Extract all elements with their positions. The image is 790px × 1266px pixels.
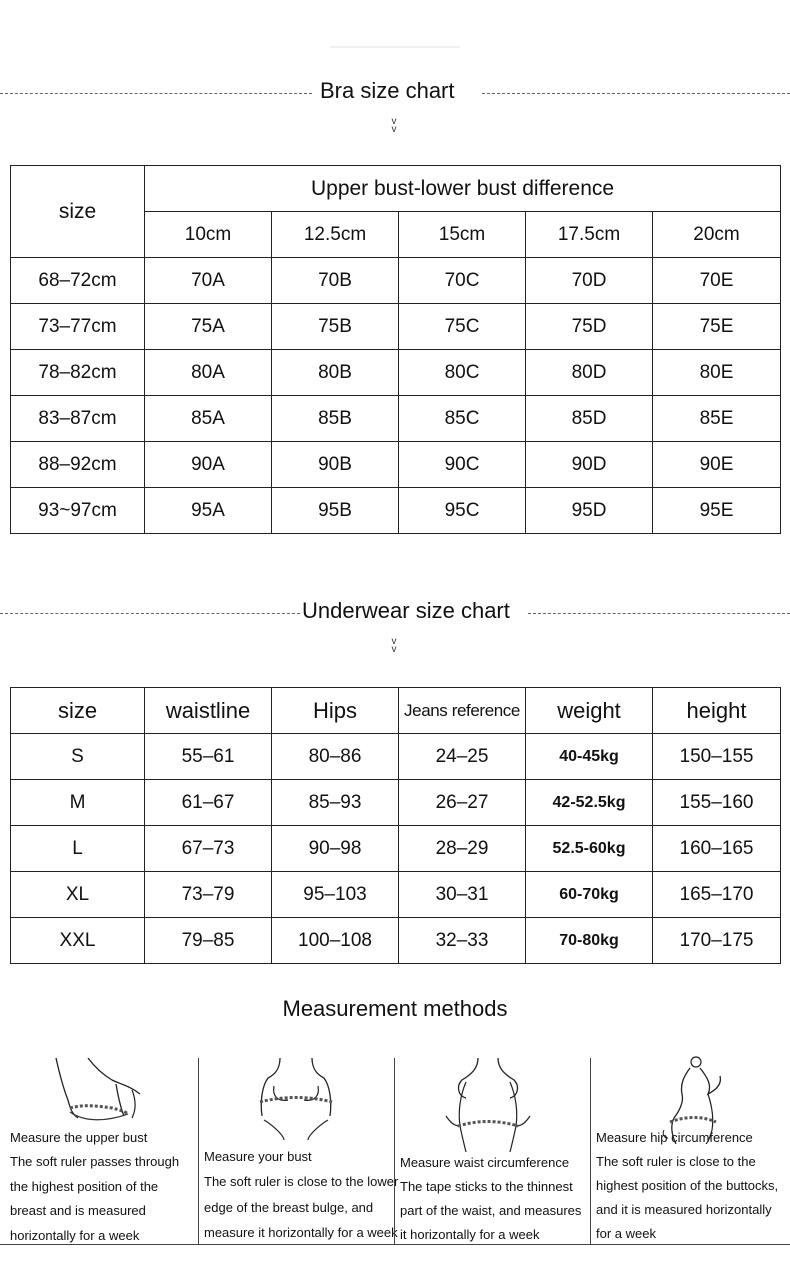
size-cell: 80E: [653, 350, 781, 396]
table-row: [11, 304, 781, 350]
size-cell: 90E: [653, 442, 781, 488]
method-line: breast and is measured: [10, 1203, 146, 1218]
height-cell: 155–160: [653, 780, 781, 826]
size-cell: 70B: [272, 258, 399, 304]
method-line: and it is measured horizontally: [596, 1202, 772, 1217]
column-header: 15cm: [399, 212, 526, 258]
size-cell: 70A: [145, 258, 272, 304]
size-cell: 85D: [526, 396, 653, 442]
waistline-cell: 55–61: [145, 734, 272, 780]
method-bust: [198, 1050, 399, 1248]
dashed-rule-left: [0, 613, 300, 614]
column-header: 17.5cm: [526, 212, 653, 258]
range-cell: 88–92cm: [11, 442, 145, 488]
column-header: 10cm: [145, 212, 272, 258]
jeans-cell: 28–29: [399, 826, 526, 872]
size-cell: 85A: [145, 396, 272, 442]
method-line: Measure waist circumference: [400, 1155, 570, 1170]
method-line: edge of the breast bulge, and: [204, 1200, 374, 1215]
method-line: part of the waist, and measures: [400, 1203, 582, 1218]
method-line: Measure hip circumference: [596, 1130, 753, 1145]
bottom-rule: [0, 1244, 790, 1245]
column-header: height: [653, 688, 781, 734]
size-cell: 95A: [145, 488, 272, 534]
hips-cell: 85–93: [272, 780, 399, 826]
range-cell: 68–72cm: [11, 258, 145, 304]
size-header: size: [11, 166, 145, 258]
faint-top-mark: [330, 46, 460, 48]
waistline-cell: 61–67: [145, 780, 272, 826]
column-header: weight: [526, 688, 653, 734]
underwear-chart-title: Underwear size chart: [302, 598, 510, 623]
table-row: [11, 688, 781, 734]
column-header: size: [11, 688, 145, 734]
table-row: [11, 442, 781, 488]
range-cell: 78–82cm: [11, 350, 145, 396]
size-cell: 75A: [145, 304, 272, 350]
size-cell: 75B: [272, 304, 399, 350]
bra-section-heading: [0, 78, 790, 108]
dashed-rule-left: [0, 93, 312, 94]
range-cell: 83–87cm: [11, 396, 145, 442]
size-cell: 85B: [272, 396, 399, 442]
method-line: for a week: [596, 1226, 656, 1241]
column-header: 12.5cm: [272, 212, 399, 258]
method-line: The tape sticks to the thinnest: [400, 1179, 573, 1194]
waistline-cell: 73–79: [145, 872, 272, 918]
waist-figure-icon: [438, 1056, 538, 1152]
hips-cell: 90–98: [272, 826, 399, 872]
size-cell: 70C: [399, 258, 526, 304]
method-line: Measure your bust: [204, 1149, 312, 1164]
size-cell: 90C: [399, 442, 526, 488]
size-cell: 85C: [399, 396, 526, 442]
bra-size-table: [10, 165, 781, 534]
measurement-methods: [0, 1050, 790, 1248]
size-cell: XXL: [11, 918, 145, 964]
table-row: [11, 872, 781, 918]
table-row: [11, 918, 781, 964]
bra-chart-title: Bra size chart: [320, 78, 455, 103]
dashed-rule-right: [528, 613, 790, 614]
jeans-cell: 26–27: [399, 780, 526, 826]
method-waist: [394, 1050, 590, 1248]
weight-cell: 60-70kg: [526, 872, 653, 918]
difference-header: Upper bust-lower bust difference: [145, 166, 781, 212]
upper-bust-figure-icon: [48, 1056, 148, 1128]
table-row: [11, 780, 781, 826]
method-line: the highest position of the: [10, 1179, 159, 1194]
method-line: it horizontally for a week: [400, 1227, 540, 1242]
method-line: measure it horizontally for a week: [204, 1225, 398, 1240]
size-cell: 90D: [526, 442, 653, 488]
table-row: [11, 396, 781, 442]
method-hip: [590, 1050, 790, 1248]
size-cell: 80A: [145, 350, 272, 396]
bust-figure-icon: [254, 1056, 338, 1140]
size-cell: 70D: [526, 258, 653, 304]
range-cell: 73–77cm: [11, 304, 145, 350]
dashed-rule-right: [482, 93, 790, 94]
table-row: [11, 826, 781, 872]
size-cell: S: [11, 734, 145, 780]
method-upper-bust: [4, 1050, 198, 1248]
size-cell: 80B: [272, 350, 399, 396]
size-cell: 90B: [272, 442, 399, 488]
size-cell: M: [11, 780, 145, 826]
measurement-methods-title: Measurement methods: [282, 996, 508, 1021]
table-row: [11, 488, 781, 534]
size-cell: 70E: [653, 258, 781, 304]
waistline-cell: 67–73: [145, 826, 272, 872]
table-row: [11, 166, 781, 212]
waistline-cell: 79–85: [145, 918, 272, 964]
method-line: Measure the upper bust: [10, 1130, 148, 1145]
chevron-down-icon: v v: [391, 116, 397, 135]
method-line: The soft ruler passes through: [10, 1154, 180, 1169]
size-cell: 80D: [526, 350, 653, 396]
height-cell: 165–170: [653, 872, 781, 918]
height-cell: 150–155: [653, 734, 781, 780]
jeans-cell: 32–33: [399, 918, 526, 964]
weight-cell: 70-80kg: [526, 918, 653, 964]
size-cell: 95B: [272, 488, 399, 534]
table-row: [11, 350, 781, 396]
hips-cell: 100–108: [272, 918, 399, 964]
table-row: [11, 258, 781, 304]
weight-cell: 40-45kg: [526, 734, 653, 780]
chevron-down-icon: v v: [391, 636, 397, 655]
column-header: 20cm: [653, 212, 781, 258]
range-cell: 93~97cm: [11, 488, 145, 534]
method-line: The soft ruler is close to the lower: [204, 1174, 399, 1189]
size-cell: 90A: [145, 442, 272, 488]
jeans-cell: 24–25: [399, 734, 526, 780]
column-header: waistline: [145, 688, 272, 734]
column-divider: [198, 1058, 199, 1244]
size-cell: 95E: [653, 488, 781, 534]
size-cell: 95D: [526, 488, 653, 534]
column-divider: [590, 1058, 591, 1244]
hips-cell: 95–103: [272, 872, 399, 918]
table-row: [11, 734, 781, 780]
column-header: Hips: [272, 688, 399, 734]
size-cell: 95C: [399, 488, 526, 534]
method-line: highest position of the buttocks,: [596, 1178, 779, 1193]
size-cell: L: [11, 826, 145, 872]
size-cell: 75C: [399, 304, 526, 350]
method-line: The soft ruler is close to the: [596, 1154, 756, 1169]
weight-cell: 42-52.5kg: [526, 780, 653, 826]
weight-cell: 52.5-60kg: [526, 826, 653, 872]
size-cell: 75E: [653, 304, 781, 350]
underwear-section-heading: [0, 598, 790, 628]
underwear-size-table: [10, 687, 781, 964]
size-cell: 75D: [526, 304, 653, 350]
column-divider: [394, 1058, 395, 1244]
method-line: horizontally for a week: [10, 1228, 140, 1243]
hips-cell: 80–86: [272, 734, 399, 780]
size-cell: 85E: [653, 396, 781, 442]
height-cell: 170–175: [653, 918, 781, 964]
size-cell: 80C: [399, 350, 526, 396]
height-cell: 160–165: [653, 826, 781, 872]
size-cell: XL: [11, 872, 145, 918]
column-header: Jeans reference: [399, 688, 526, 734]
jeans-cell: 30–31: [399, 872, 526, 918]
